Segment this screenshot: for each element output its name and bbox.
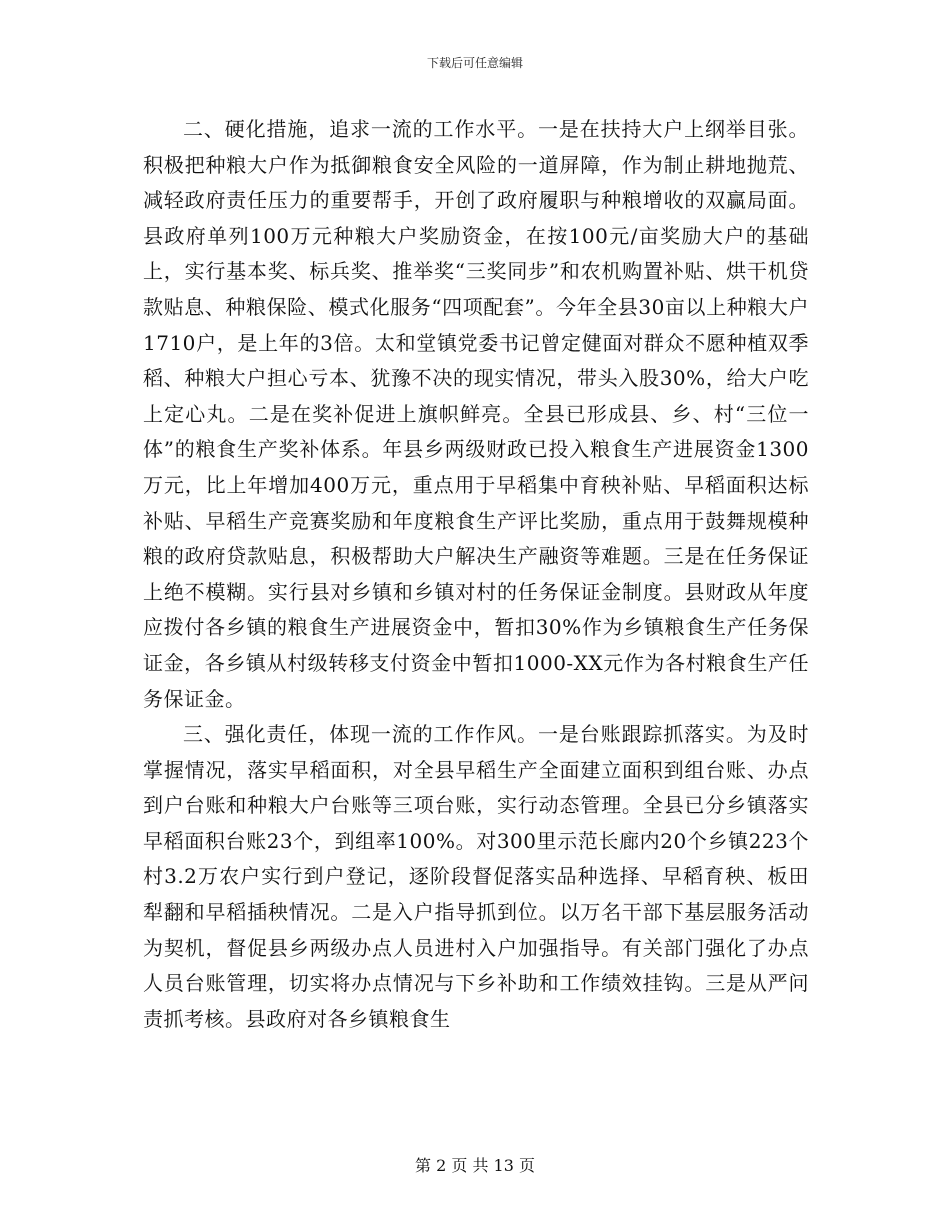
document-body — [143, 112, 809, 1037]
page-header: 下载后可任意编辑 — [426, 56, 523, 70]
paragraph-section-two: 二、硬化措施，追求一流的工作水平。一是在扶持大户上纲举目张。积极把种粮大户作为抵御粮食安全风险的一道屏障，作为制止耕地抛荒、减轻政府责任压力的重要帮手，开创了政府履职与种粮增收的双赢局面。县政府单列100万元种粮大户奖励资金，在按100元/亩奖励大户的基础上，实行基本奖、标兵奖、推举奖“三奖同步”和农机购置补贴、烘干机贷款贴息、种粮保险、模式化服务“四项配套”。今年全县30亩以上种粮大户1710户，是上年的3倍。太和堂镇党委书记曾定健面对群众不愿种植双季稻、种粮大户担心亏本、犹豫不决的现实情况，带头入股30%，给大户吃上定心丸。二是在奖补促进上旗帜鲜亮。全县已形成县、乡、村“三位一体”的粮食生产奖补体系。年县乡两级财政已投入粮食生产进展资金1300万元，比上年增加400万元，重点用于早稻集中育秧补贴、早稻面积达标补贴、早稻生产竞赛奖励和年度粮食生产评比奖励，重点用于鼓舞规模种粮的政府贷款贴息，积极帮助大户解决生产融资等难题。三是在任务保证上绝不模糊。实行县对乡镇和乡镇对村的任务保证金制度。县财政从年度应拨付各乡镇的粮食生产进展资金中，暂扣30%作为乡镇粮食生产任务保证金，各乡镇从村级转移支付资金中暂扣1000-XX元作为各村粮食生产任务保证金。 — [143, 117, 809, 711]
page-footer: 第 2 页 共 13 页 — [415, 1156, 535, 1175]
paragraph-section-three: 三、强化责任，体现一流的工作作风。一是台账跟踪抓落实。为及时掌握情况，落实早稻面积，对全县早稻生产全面建立面积到组台账、办点到户台账和种粮大户台账等三项台账，实行动态管理。全县已分乡镇落实早稻面积台账23个，到组率100%。对300里示范长廊内20个乡镇223个村3.2万农户实行到户登记，逐阶段督促落实品种选择、早稻育秧、板田犁翻和早稻插秧情况。二是入户指导抓到位。以万名干部下基层服务活动为契机，督促县乡两级办点人员进村入户加强指导。有关部门强化了办点人员台账管理，切实将办点情况与下乡补助和工作绩效挂钩。三是从严问责抓考核。县政府对各乡镇粮食生 — [143, 722, 809, 1031]
